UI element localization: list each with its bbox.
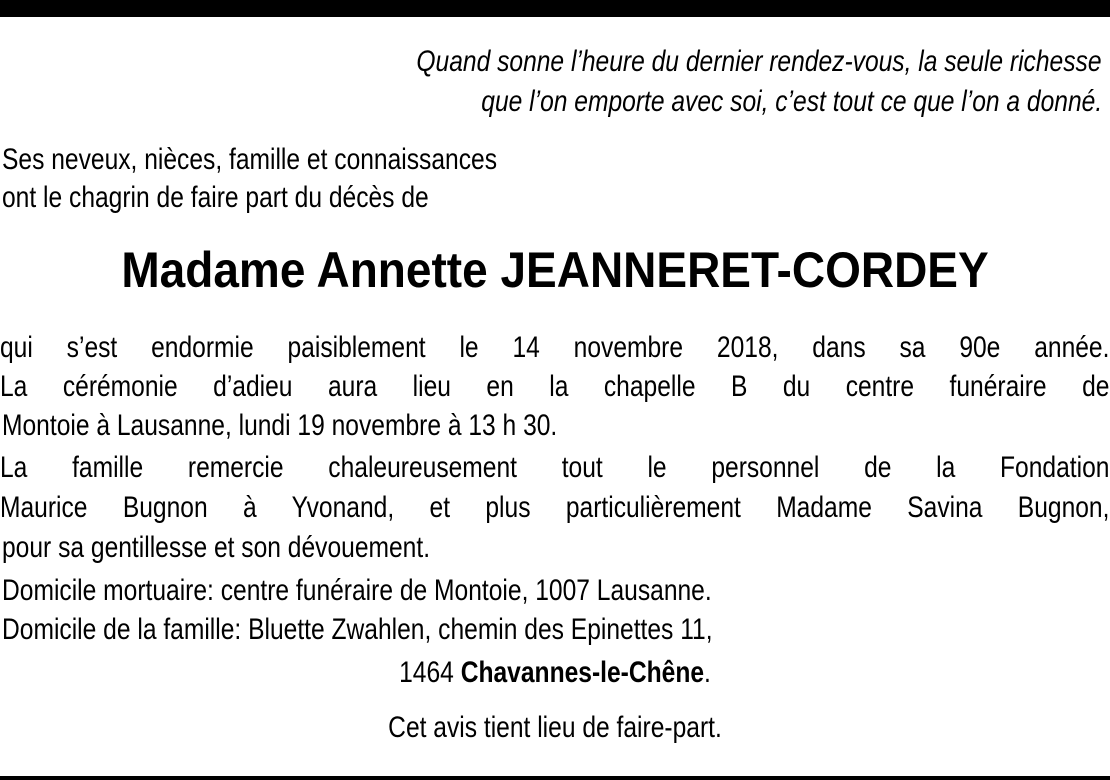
- quote-line-1: Quand sonne l’heure du dernier rendez-vous, la seule richesse: [416, 45, 1102, 78]
- ceremony-line-2: Montoie à Lausanne, lundi 19 novembre à 13 h 30.: [2, 409, 558, 442]
- mortuary-address: Domicile mortuaire: centre funéraire de Montoie, 1007 Lausanne.: [2, 574, 712, 607]
- death-notice-line: qui s’est endormie paisiblement le 14 novembre 2018, dans sa 90e année.: [0, 331, 1110, 364]
- intro-line-2: ont le chagrin de faire part du décès de: [2, 181, 429, 214]
- family-address-line-2: [100, 655, 1010, 691]
- top-border-rule: [0, 0, 1110, 17]
- postcode: 1464: [399, 656, 454, 689]
- intro-line-1: Ses neveux, nièces, famille et connaissances: [2, 143, 498, 176]
- family-address-line-1: Domicile de la famille: Bluette Zwahlen, chemin des Epinettes 11,: [2, 613, 713, 646]
- thanks-line-1: La famille remercie chaleureusement tout le personnel de la Fondation: [0, 451, 1110, 484]
- thanks-line-2: Maurice Bugnon à Yvonand, et plus particulièrement Madame Savina Bugnon,: [0, 491, 1110, 524]
- ceremony-line-1: La cérémonie d’adieu aura lieu en la chapelle B du centre funéraire de: [0, 370, 1110, 403]
- thanks-line-3: pour sa gentillesse et son dévouement.: [2, 531, 431, 564]
- period: .: [704, 656, 711, 689]
- town-name: Chavannes-le-Chêne: [460, 656, 705, 689]
- quote-line-2: que l’on emporte avec soi, c’est tout ce que l’on a donné.: [481, 85, 1102, 118]
- closing-note: Cet avis tient lieu de faire-part.: [388, 711, 722, 744]
- deceased-name: Madame Annette JEANNERET-CORDEY: [121, 242, 989, 298]
- bottom-border-rule: [0, 776, 1110, 780]
